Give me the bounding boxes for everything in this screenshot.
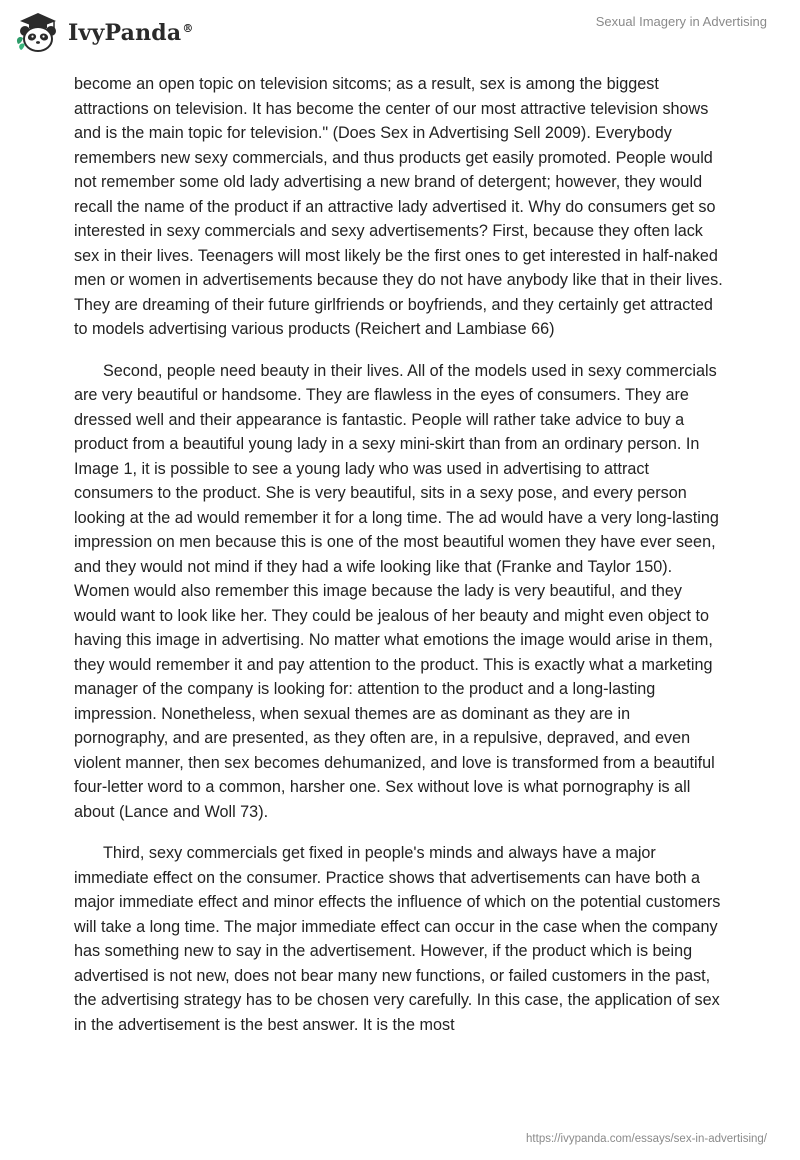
source-url-link[interactable]: https://ivypanda.com/essays/sex-in-advertising/ [526,1133,767,1145]
document-title: Sexual Imagery in Advertising [595,14,767,29]
registered-mark: ® [182,21,194,35]
page-header [0,0,800,70]
panda-graduate-logo-icon [14,10,62,56]
ivypanda-logo[interactable] [14,10,194,56]
paragraph: become an open topic on television sitcoms; as a result, sex is among the biggest attractions on television. It has become the center of our most attractive television shows and is the main topic for television." (Does Sex in Advertising Sell 2009). Everybody remembers new sexy commercials, and thus products get easily promoted. People would not remember some old lady advertising a new brand of detergent; however, they would recall the name of the product if an attractive lady advertised it. Why do consumers get so interested in sexy commercials and sexy advertisements? First, because they often lack sex in their lives. Teenagers will most likely be the first ones to get interested in half-naked men or women in advertisements because they do not have anybody like that in their lives. They are dreaming of their future girlfriends or boyfriends, and they certainly get attracted to models advertising various products (Reichert and Lambiase 66) [74,75,723,338]
brand-name: IvyPanda [68,20,182,46]
essay-body [74,72,726,1054]
paragraph: Third, sexy commercials get fixed in people's minds and always have a major immediate effect on the consumer. Practice shows that advertisements can have both a major immediate effect and minor effects the influence of which on the potential customers will take a long time. The major immediate effect can occur in the case when the company has something new to say in the advertisement. However, if the product which is being advertised is not new, does not bear many new functions, or failed customers in the past, the advertising strategy has to be chosen very carefully. In this case, the application of sex in the advertisement is the best answer. It is the most [74,844,721,1034]
paragraph: Second, people need beauty in their lives. All of the models used in sexy commercials are very beautiful or handsome. They are flawless in the eyes of consumers. They are dressed well and their appearance is fantastic. People will rather take advice to buy a product from a beautiful young lady in a sexy mini-skirt than from an ordinary person. In Image 1, it is possible to see a young lady who was used in advertising to attract consumers to the product. She is very beautiful, sits in a sexy pose, and every person looking at the ad would remember it for a long time. The ad would have a very long-lasting impression on men because this is one of the most beautiful women they have ever seen, and they would not mind if they had a wife looking like that (Franke and Taylor 150). Women would also remember this image because the lady is very beautiful, and they would want to look like her. They could be jealous of her beauty and might even object to having this image in advertising. No matter what emotions the image would arise in them, they would remember it and pay attention to the product. This is exactly what a marketing manager of the company is looking for: attention to the product and a long-lasting impression. Nonetheless, when sexual themes are as dominant as they are in pornography, and are presented, as they often are, in a repulsive, depraved, and even violent manner, then sex becomes dehumanized, and love is transformed from a beautiful four-letter word to a common, harsher one. Sex without love is what pornography is all about (Lance and Woll 73). [74,361,719,821]
